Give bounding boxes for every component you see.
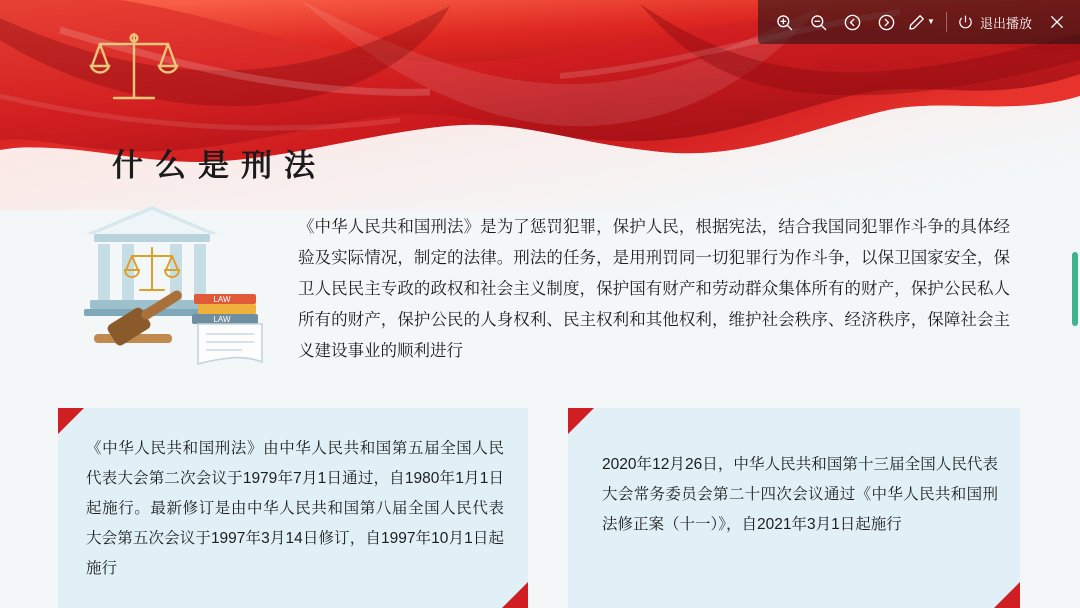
corner-accent-bottom-right [994,582,1020,608]
vertical-scrollbar[interactable] [1072,252,1078,326]
zoom-out-icon[interactable] [802,5,836,39]
corner-accent-top-left [58,408,84,434]
page-title: 什么是刑法 [112,148,327,183]
svg-text:LAW: LAW [213,295,231,304]
toolbar-divider [946,12,947,32]
info-card-left [58,408,528,608]
next-page-icon[interactable] [870,5,904,39]
corner-accent-top-left [568,408,594,434]
main-paragraph: 《中华人民共和国刑法》是为了惩罚犯罪，保护人民，根据宪法，结合我国同犯罪作斗争的具体经验及实际情况，制定的法律。刑法的任务，是用刑罚同一切犯罪行为作斗争，以保卫国家安全，保卫人民民主专政的政权和社会主义制度，保护国有财产和劳动群众集体所有的财产，保护公民私人所有的财产，保护公民的人身权利、民主权利和其他权利，维护社会秩序、经济秩序，保障社会主义建设事业的顺利进行 [298,218,1010,360]
exit-presentation-button[interactable] [955,13,1040,32]
presentation-toolbar [758,0,1080,44]
info-card-right-text: 2020年12月26日，中华人民共和国第十三届全国人民代表大会常务委员会第二十四次会议通过《中华人民共和国刑法修正案（十一）》，自2021年3月1日起施行 [602,456,998,533]
corner-accent-bottom-right [502,582,528,608]
zoom-in-icon[interactable] [768,5,802,39]
close-icon[interactable] [1040,5,1074,39]
chevron-down-icon[interactable]: ▼ [927,17,935,26]
pen-tool-icon[interactable] [904,5,938,39]
law-illustration [72,198,272,370]
previous-page-icon[interactable] [836,5,870,39]
svg-text:LAW: LAW [213,315,231,324]
scales-of-justice-logo [88,28,180,110]
exit-presentation-label: 退出播放 [979,15,1032,31]
info-card-right [568,408,1020,608]
info-card-left-text: 《中华人民共和国刑法》由中华人民共和国第五届全国人民代表大会第二次会议于1979年7月1日通过，自1980年1月1日起施行。最新修订是由中华人民共和国第八届全国人民代表大会第五次会议于1997年3月14日修订，自1997年10月1日起施行 [86,440,504,577]
